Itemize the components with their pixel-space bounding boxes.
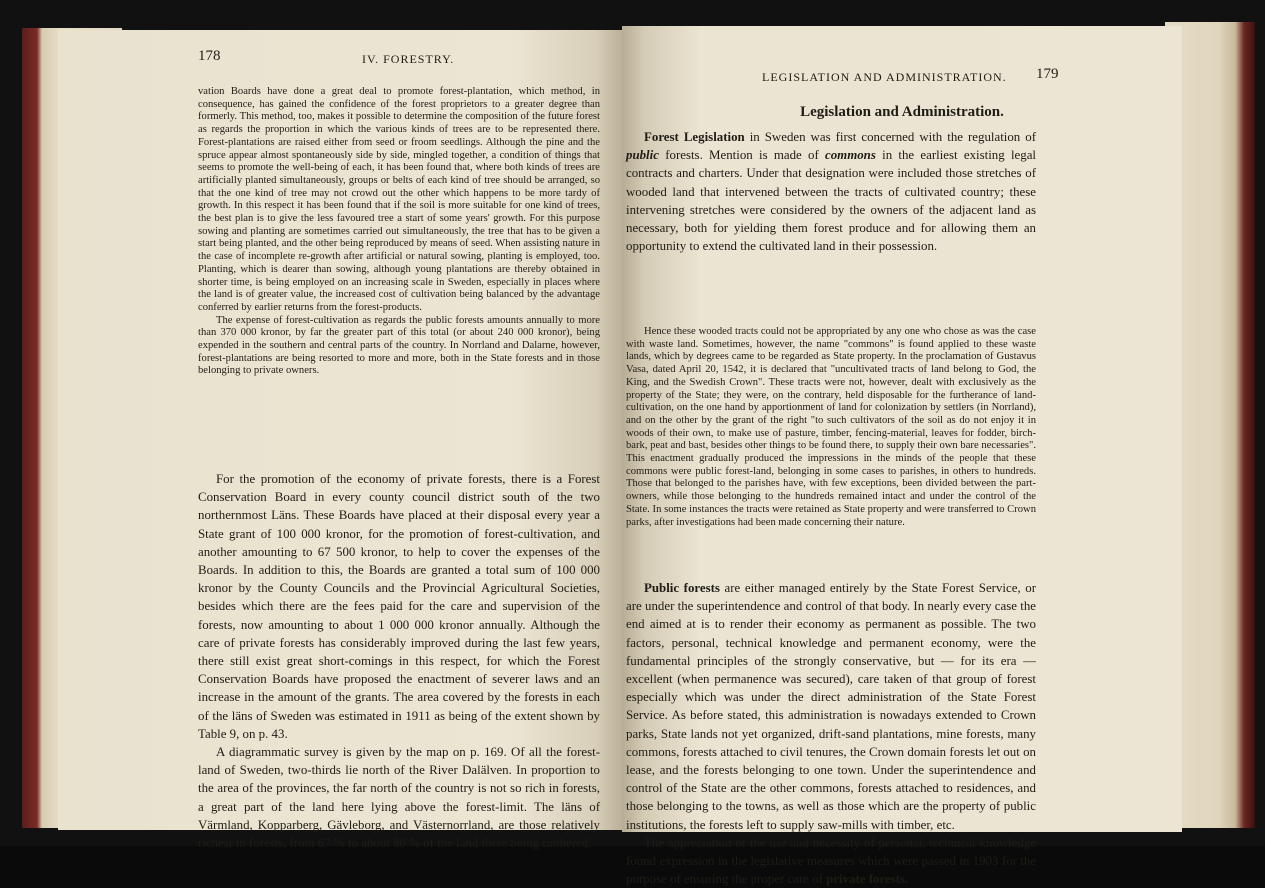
paragraph: The expense of forest-cultivation as regards the public forests amounts annually to more than 370 000 kronor, by far the greater part of this total (or about 240 000 kronor), being expended in the southern and central parts of the country. In Norrland and Dalarne, however, forest-plantations are being resorted to more and more, both in the State forests and in those belonging to private owners. (198, 314, 600, 377)
paragraph: vation Boards have done a great deal to promote forest-plantation, which method, in consequence, has gained the confidence of the forest proprietors to a greater degree than formerly. This method, too, makes it possible to determine the composition of the future forest as regards the proportion in which the various kinds of trees are to be represented there. Forest-plantations are raised either from seed or froom seedlings. Although the pine and the spruce appear almost spontaneously side by side, mingled together, a condition of things that seems to promote the well-being of each, it has been found that, where both kinds of trees are artificially planted simultaneously, groups or belts of each kind of tree should be arranged, so that the one kind of tree may not crowd out the other which happens to be more tardy of growth. In this respect it has been found that if the soil is more suitable for one kind of trees, the best plan is to give the less favoured tree a start of some years' growth. For this purpose sowing and planting are sometimes carried out simultaneously, the tree that has to be given a start being planted, and the other being reproduced by means of seed. When assisting nature in the case of incomplete re-growth after artificial or natural sowing, planting is employed, too. Planting, which is dearer than sowing, although young plantations are thereby obtained in shorter time, is being employed on an increasing scale in Sweden, especially in places where the land is of greater value, the increased cost of cultivation being balanced by the advantage conferred by earlier returns from the forest-products. (198, 86, 600, 313)
section-title: Legislation and Administration. (800, 104, 1004, 120)
emphasis: public (626, 148, 659, 163)
text-run: The appreciation of the use and necessity of personal, technical knowledge found expression in the legislative measures which were passed in 1903 for the purpose of ensuring the proper care of (626, 835, 1036, 887)
running-head: LEGISLATION AND ADMINISTRATION. (762, 70, 1007, 84)
page-number: 179 (1036, 66, 1059, 82)
right-page (622, 26, 1182, 887)
paragraph (626, 128, 1036, 255)
left-page (58, 30, 624, 851)
large-text-block (198, 470, 600, 852)
large-text-block (626, 579, 1036, 888)
text-run: in the earliest existing legal contracts and charters. Under that designation were included those stretches of wooded land that intervened between the tracts of cultivated country; these intervening stretches were considered by the owners of the adjacent land as necessary, both for yielding them forest produce and for allowing them an opportunity to extend the cultivated land in their possession. (626, 148, 1036, 254)
paragraph (626, 834, 1036, 888)
running-head: IV. FORESTRY. (362, 52, 455, 66)
text-run: are either managed entirely by the State Forest Service, or are under the superintendence and control of that body. In nearly every case the end aimed at is to render their economy as permanent as possible. The two factors, personal, technical knowledge and permanent economy, were the fundamental principles of the strongly conservative, but — for its era — excellent (when permanence was secured), care taken of that group of forest especially which was under the direct administration of the State Forest Service. As before stated, this administration is nowadays extended to Crown parks, State lands not yet organized, drift-sand plantations, mine forests, many commons, forests attached to civil tenures, the Crown domain forests let out on lease, and the forests belonging to one town. Under the superintendence and control of the State are the other commons, forests attached to residences, and those belonging to the towns, as well as those which are the property of public institutions, the forests left to supply saw-mills with timber, etc. (626, 581, 1036, 832)
paragraph: A diagrammatic survey is given by the map on p. 169. Of all the forest-land of Sweden, two-thirds lie north of the River Dalälven. In proportion to the area of the provinces, the far north of the country is not so rich in forests, a great part of the land here lying above the forest-limit. The läns of Värmland, Kopparberg, Gävleborg, and Västernorrland, are those relatively richest in forests, from 67 % to about 80 % of the land there being timbered. (198, 745, 600, 851)
paragraph: For the promotion of the economy of private forests, there is a Forest Conservation Board in every county council district south of the two northernmost Läns. These Boards have placed at their disposal every year a State grant of 100 000 kronor, for the promotion of forest-cultivation, and another amounting to 67 500 kronor, to help to cover the expenses of the Boards. In addition to this, the Boards are granted a total sum of 100 000 kronor by the County Councils and the Provincial Agricultural Societies, besides which there are the fees paid for the care and supervision of the forests, now amounting to about 1 000 000 kronor annually. Although the care of private forests has considerably improved during the last few years, there still exist great short-comings in this respect, for which the Forest Conservation Boards have proposed the enactment of severer laws and an increase in the amount of the grants. The area covered by the forests in each of the läns of Sweden was estimated in 1911 as being of the extent shown by Table 9, on p. 43. (198, 472, 600, 741)
paragraph: Hence these wooded tracts could not be appropriated by any one who chose as was the case with waste land. Sometimes, however, the name "commons" is found applied to these waste lands, which by degrees came to be regarded as State property. In the proclamation of Gustavus Vasa, dated April 20, 1542, it is declared that "uncultivated tracts of land belong to God, the King, and the Swedish Crown". These tracts were not, however, dealt with exclusively as the property of the State; they were, on the contrary, held disposable for the furtherance of land-cultivation, on the one hand by apportionment of land for colonization by settlers (in Norrland), and on the other by the grant of the right "to such cultivators of the soil as do not enjoy it in woods of their own, to make use of pasture, timber, fencing-material, leaves for fodder, birch-bark, peat and bast, besides other things to be found there, to supply their own bare necessaries". This enactment gradually produced the impressions in the minds of the people that these commons were public forest-land, belonging in some cases to parishes, in others to hundreds. Those that belonged to the parishes have, with few exceptions, been divided between the part-owners, while those belonging to the hundreds remained intact and under the control of the State. In some instances the tracts were retained as State property and were transferred to Crown parks, after investigations had been made concerning their nature. (626, 326, 1036, 528)
small-text-block (198, 86, 600, 378)
paragraph (626, 579, 1036, 834)
emphasis: private forests. (826, 872, 909, 887)
run-in-heading: Forest Legislation (644, 130, 745, 144)
small-text-block (626, 326, 1036, 529)
intro-text-block (626, 128, 1036, 255)
text-run: in Sweden was first concerned with the regulation of (744, 130, 1036, 144)
run-in-heading: Public forests (644, 581, 720, 595)
text-run: forests. Mention is made of (658, 148, 825, 163)
emphasis: commons (825, 148, 876, 163)
page-number: 178 (198, 48, 221, 64)
